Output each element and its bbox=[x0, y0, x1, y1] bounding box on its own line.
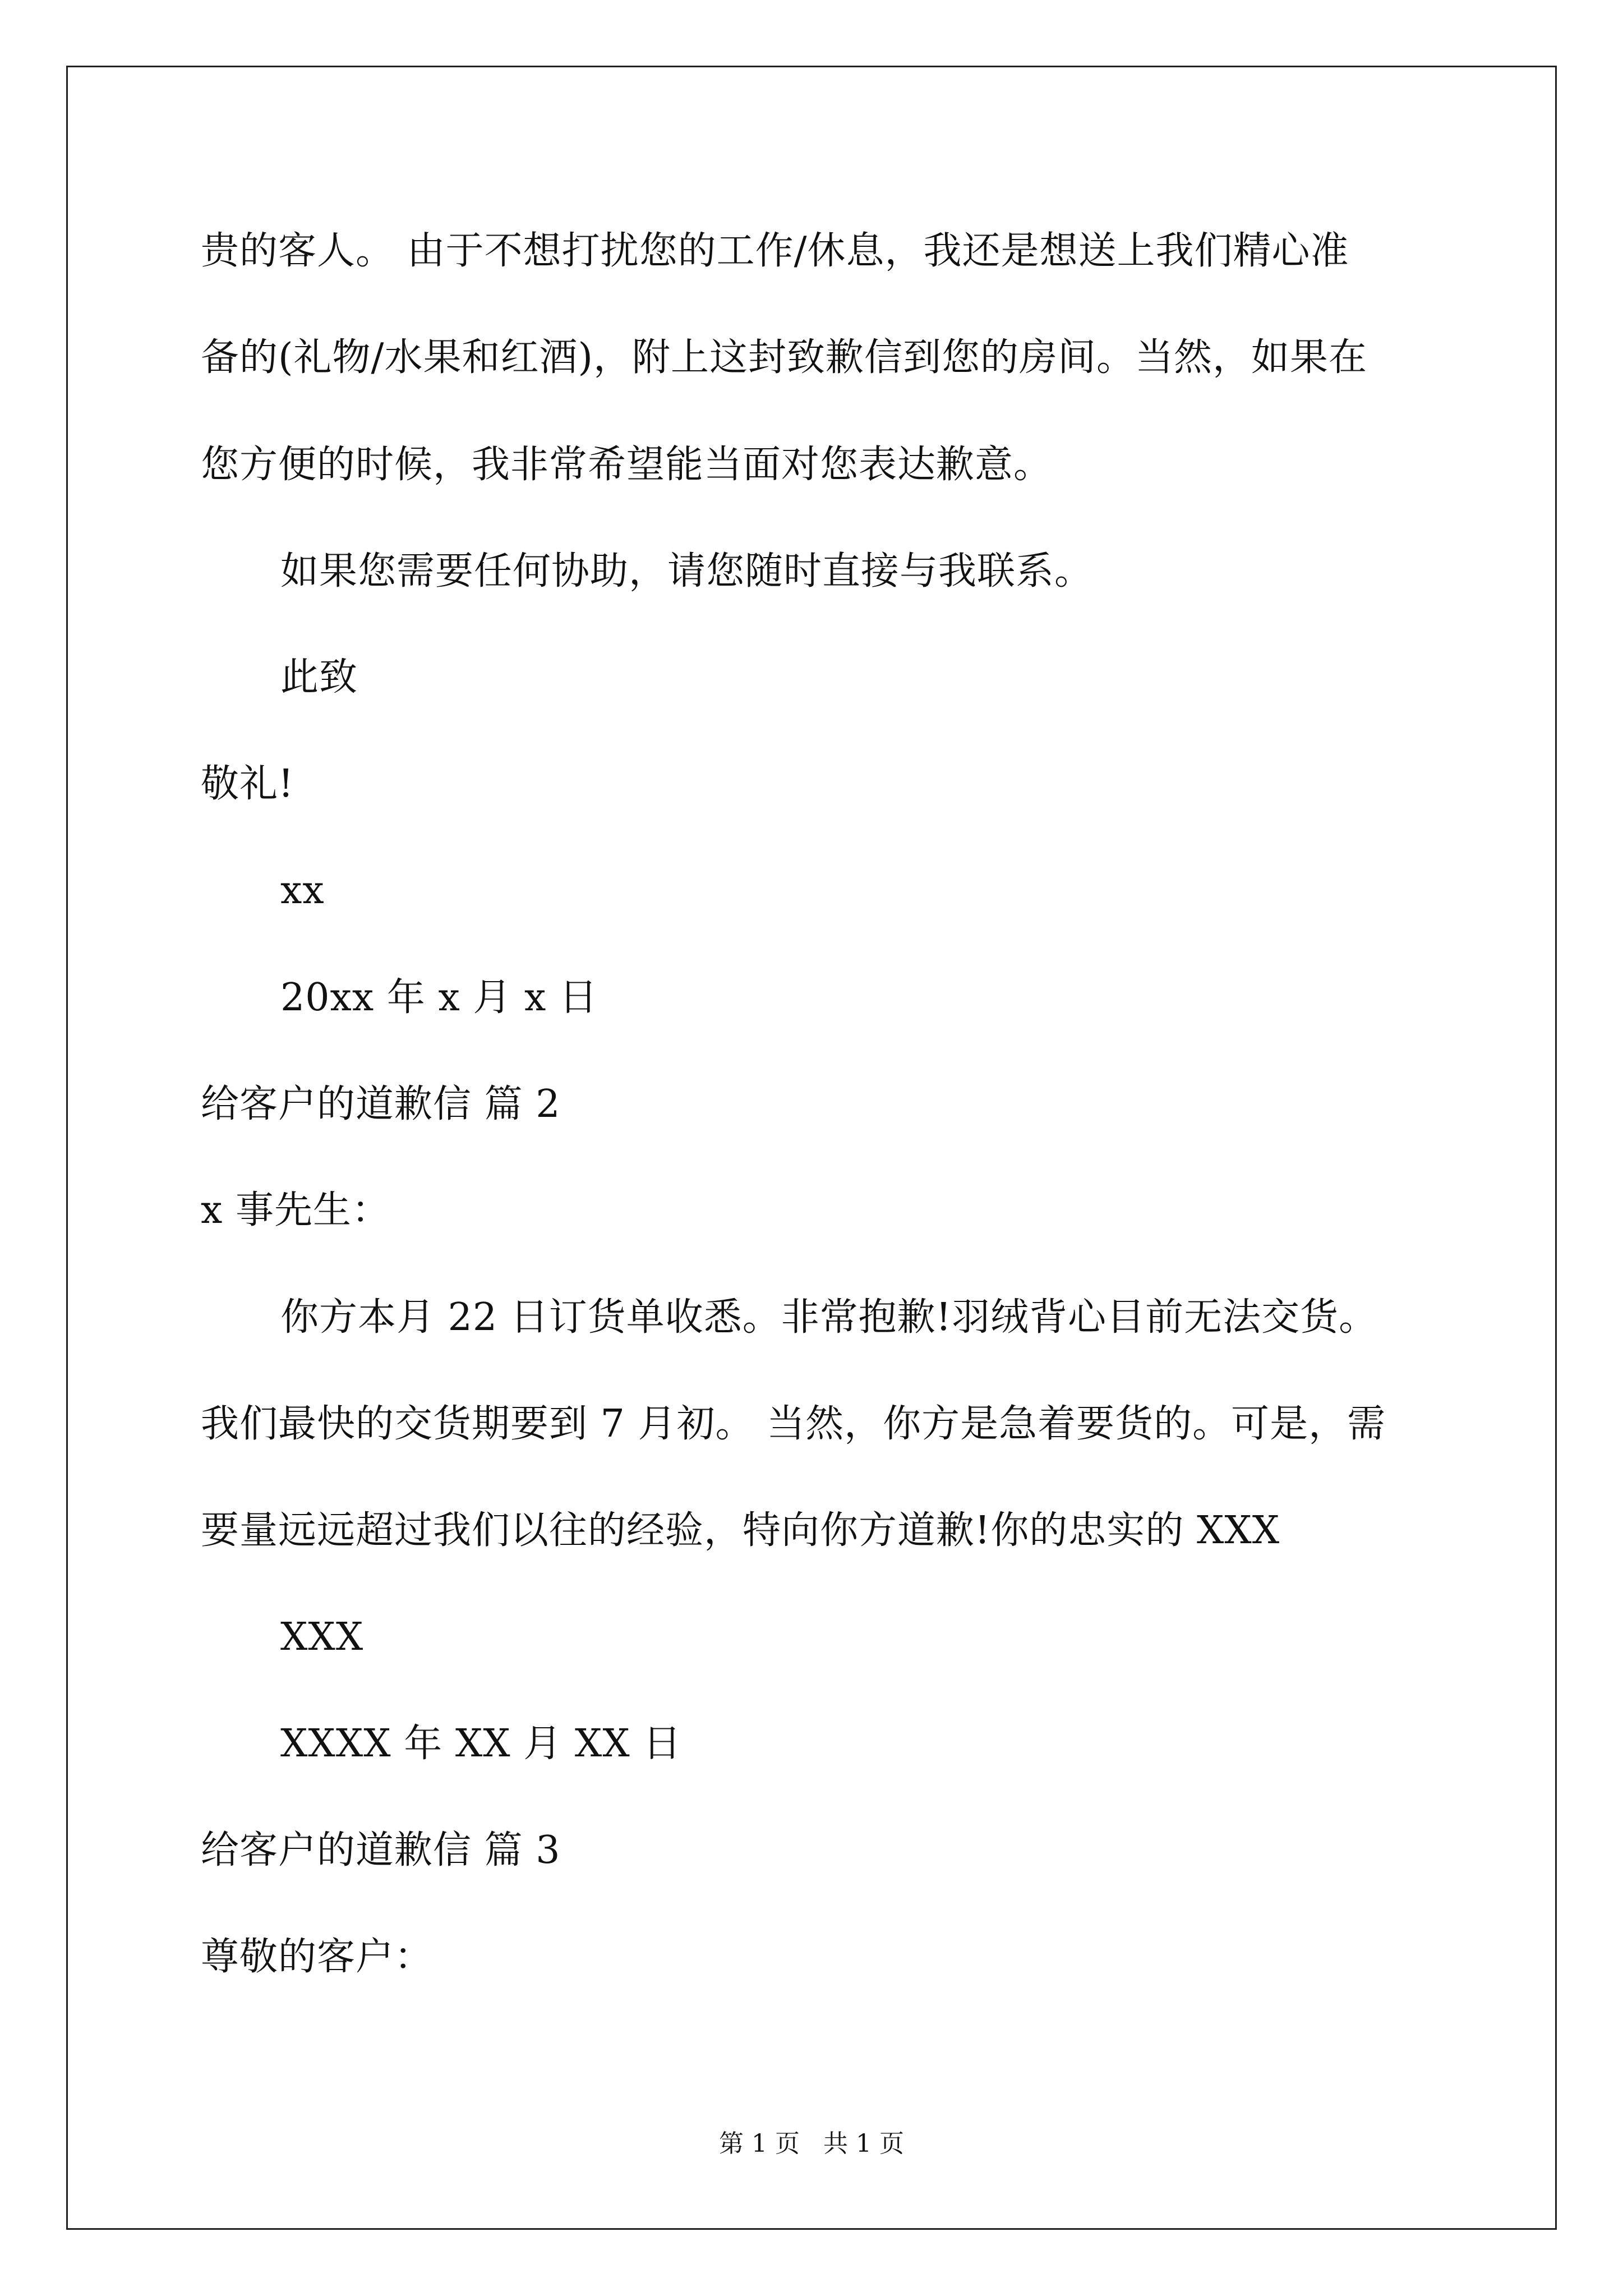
page-footer: 第 1 页 共 1 页 bbox=[719, 2129, 904, 2158]
signature: xx bbox=[280, 868, 325, 913]
greeting-line: 尊敬的客户： bbox=[201, 1935, 434, 1979]
body-paragraph-assistance: 如果您需要任何协助，请您随时直接与我联系。 bbox=[280, 549, 1094, 593]
body-line-4: 你方本月 22 日订货单收悉。非常抱歉!羽绒背心目前无法交货。 bbox=[280, 1295, 1378, 1340]
date-line: 20xx 年 x 月 x 日 bbox=[280, 976, 598, 1020]
body-line-3: 您方便的时候，我非常希望能当面对您表达歉意。 bbox=[201, 443, 1053, 487]
recipient-line: x 事先生： bbox=[201, 1188, 390, 1232]
body-line-5: 我们最快的交货期要到 7 月初。 当然，你方是急着要货的。可是，需 bbox=[201, 1402, 1386, 1446]
body-line-6: 要量远远超过我们以往的经验，特向你方道歉!你的忠实的 XXX bbox=[201, 1508, 1280, 1553]
page-border bbox=[66, 66, 1557, 2230]
section-heading-3: 给客户的道歉信 篇 3 bbox=[201, 1828, 561, 1872]
salutation-closing: 敬礼! bbox=[201, 762, 294, 806]
body-line-2: 备的(礼物/水果和红酒)，附上这封致歉信到您的房间。当然，如果在 bbox=[201, 335, 1367, 380]
closing-phrase: 此致 bbox=[280, 655, 358, 700]
section-heading-2: 给客户的道歉信 篇 2 bbox=[201, 1082, 561, 1126]
body-line-1: 贵的客人。 由于不想打扰您的工作/休息，我还是想送上我们精心准 bbox=[201, 229, 1349, 273]
signature-2: XXX bbox=[280, 1615, 364, 1659]
date-line-2: XXXX 年 XX 月 XX 日 bbox=[280, 1722, 682, 1766]
